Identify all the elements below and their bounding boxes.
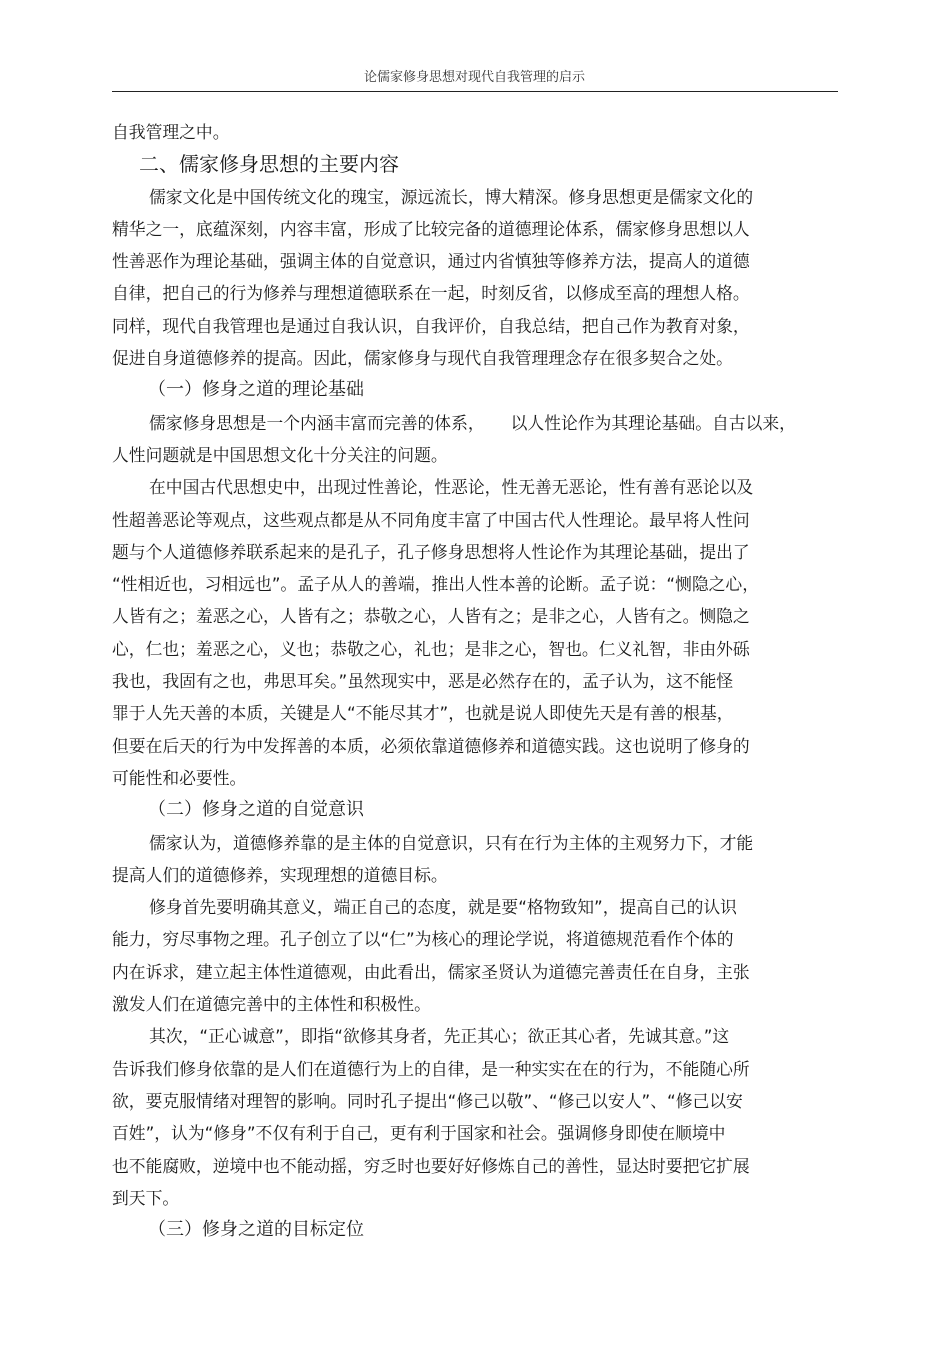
text-line: 自律，把自己的行为修养与理想道德联系在一起，时刻反省，以修成至高的理想人格。 — [112, 283, 750, 304]
text-line: 罪于人先天善的本质，关键是人“不能尽其才”，也就是说人即使先天是有善的根基， — [112, 703, 734, 724]
text-line: 也不能腐败，逆境中也不能动摇，穷乏时也要好好修炼自己的善性，显达时要把它扩展 — [112, 1155, 750, 1176]
text-line: 修身首先要明确其意义，端正自己的态度，就是要“格物致知”，提高自己的认识 — [149, 897, 737, 918]
text-line: 欲，要克服情绪对理智的影响。同时孔子提出“修己以敬”、“修己以安人”、“修己以安 — [112, 1090, 743, 1111]
text-line: 同样，现代自我管理也是通过自我认识，自我评价，自我总结，把自己作为教育对象， — [112, 315, 750, 336]
text-line — [112, 407, 838, 439]
text-line: 在中国古代思想史中，出现过性善论，性恶论，性无善无恶论，性有善有恶论以及 — [149, 477, 754, 498]
subsection-heading: （一）修身之道的理论基础 — [148, 379, 364, 401]
text-line: 心，仁也；羞恶之心，义也；恭敬之心，礼也；是非之心，智也。仁义礼智，非由外砾 — [112, 638, 750, 659]
text-segment: 儒家修身思想是一个内涵丰富而完善的体系， — [149, 412, 485, 433]
text-line: 能力，穷尽事物之理。孔子创立了以“仁”为核心的理论学说，将道德规范看作个体的 — [112, 929, 734, 950]
text-line: 百姓”，认为“修身”不仅有利于自己，更有利于国家和社会。强调修身即使在顺境中 — [112, 1123, 726, 1144]
text-line: “性相近也，习相远也”。孟子从人的善端，推出人性本善的论断。孟子说：“恻隐之心， — [112, 574, 759, 595]
text-line: 我也，我固有之也，弗思耳矣。”虽然现实中，恶是必然存在的，孟子认为，这不能怪 — [112, 671, 734, 692]
section-heading: 二、儒家修身思想的主要内容 — [139, 152, 399, 177]
text-line: 内在诉求，建立起主体性道德观，由此看出，儒家圣贤认为道德完善责任在自身，主张 — [112, 961, 750, 982]
text-line: 人皆有之；羞恶之心，人皆有之；恭敬之心，人皆有之；是非之心，人皆有之。恻隐之 — [112, 606, 750, 627]
text-line: 告诉我们修身依靠的是人们在道德行为上的自律，是一种实实在在的行为，不能随心所 — [112, 1058, 750, 1079]
text-line: 激发人们在道德完善中的主体性和积极性。 — [112, 994, 431, 1015]
text-line: 儒家认为，道德修养靠的是主体的自觉意识，只有在行为主体的主观努力下，才能 — [149, 832, 754, 853]
text-line: 可能性和必要性。 — [112, 767, 247, 788]
text-line: 但要在后天的行为中发挥善的本质，必须依靠道德修养和道德实践。这也说明了修身的 — [112, 735, 750, 756]
text-line: 自我管理之中。 — [112, 122, 230, 142]
text-line: 儒家文化是中国传统文化的瑰宝，源远流长，博大精深。修身思想更是儒家文化的 — [149, 186, 754, 207]
text-line: 题与个人道德修养联系起来的是孔子，孔子修身思想将人性论作为其理论基础，提出了 — [112, 541, 750, 562]
subsection-heading: （二）修身之道的自觉意识 — [148, 799, 364, 821]
document-body — [112, 116, 838, 1246]
text-line: 性善恶作为理论基础，强调主体的自觉意识，通过内省慎独等修养方法，提高人的道德 — [112, 251, 750, 272]
text-line: 其次，“正心诚意”，即指“欲修其身者，先正其心；欲正其心者，先诚其意。”这 — [149, 1026, 730, 1047]
text-segment: 以人性论作为其理论基础。自古以来， — [510, 412, 796, 433]
header-rule — [112, 91, 838, 92]
text-line: 性超善恶论等观点，这些观点都是从不同角度丰富了中国古代人性理论。最早将人性问 — [112, 509, 750, 530]
subsection-heading: （三）修身之道的目标定位 — [148, 1219, 364, 1241]
text-line: 人性问题就是中国思想文化十分关注的问题。 — [112, 444, 448, 465]
running-header: 论儒家修身思想对现代自我管理的启示 — [363, 70, 585, 85]
text-line: 精华之一，底蕴深刻，内容丰富，形成了比较完备的道德理论体系，儒家修身思想以人 — [112, 218, 750, 239]
text-line: 到天下。 — [112, 1187, 180, 1208]
text-line: 促进自身道德修养的提高。因此，儒家修身与现代自我管理理念存在很多契合之处。 — [112, 348, 733, 369]
text-line: 提高人们的道德修养，实现理想的道德目标。 — [112, 864, 448, 885]
